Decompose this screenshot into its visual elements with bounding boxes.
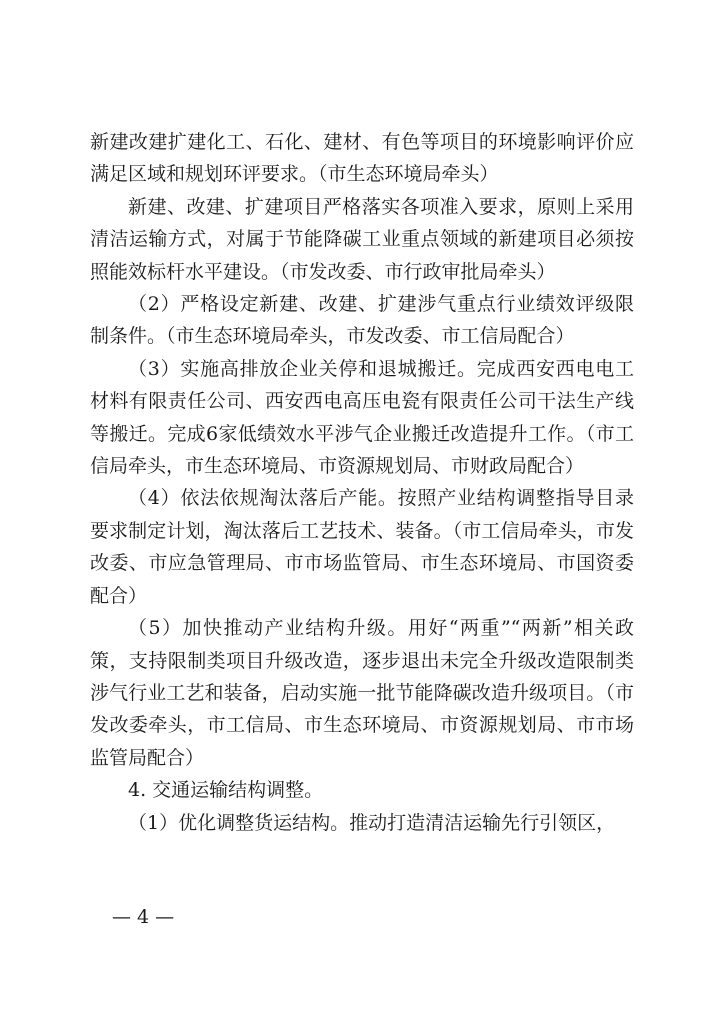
- paragraph-item-3: （3）实施高排放企业关停和退城搬迁。完成西安西电电工材料有限责任公司、西安西电高压电瓷有限责任公司干法生产线等搬迁。完成6家低绩效水平涉气企业搬迁改造提升工作。（市工信局牵头，市生态环境局、市资源规划局、市财政局配合）: [90, 357, 634, 478]
- page-number: — 4 —: [112, 906, 175, 928]
- paragraph-freight: （1）优化调整货运结构。推动打造清洁运输先行引领区，: [128, 811, 616, 834]
- section-heading-transport: 4. 交通运输结构调整。: [128, 779, 324, 802]
- paragraph-item-5: （5）加快推动产业结构升级。用好“两重”“两新”相关政策，支持限制类项目升级改造，逐步退出未完全升级改造限制类涉气行业工艺和装备，启动实施一批节能降碳改造升级项目。（市发改委牵头，市工信局、市生态环境局、市资源规划局、市市场监管局配合）: [90, 617, 634, 769]
- document-body: [90, 126, 634, 839]
- paragraph-continuation: 新建改建扩建化工、石化、建材、有色等项目的环境影响评价应满足区域和规划环评要求。（市生态环境局牵头）: [90, 131, 634, 186]
- paragraph-item-4: （4）依法依规淘汰落后产能。按照产业结构调整指导目录要求制定计划，淘汰落后工艺技术、装备。（市工信局牵头，市发改委、市应急管理局、市市场监管局、市生态环境局、市国资委配合）: [90, 487, 634, 607]
- paragraph-new-projects: 新建、改建、扩建项目严格落实各项准入要求，原则上采用清洁运输方式，对属于节能降碳工业重点领域的新建项目必须按照能效标杆水平建设。（市发改委、市行政审批局牵头）: [90, 195, 634, 283]
- paragraph-item-2: （2）严格设定新建、改建、扩建涉气重点行业绩效评级限制条件。（市生态环境局牵头，市发改委、市工信局配合）: [90, 293, 634, 348]
